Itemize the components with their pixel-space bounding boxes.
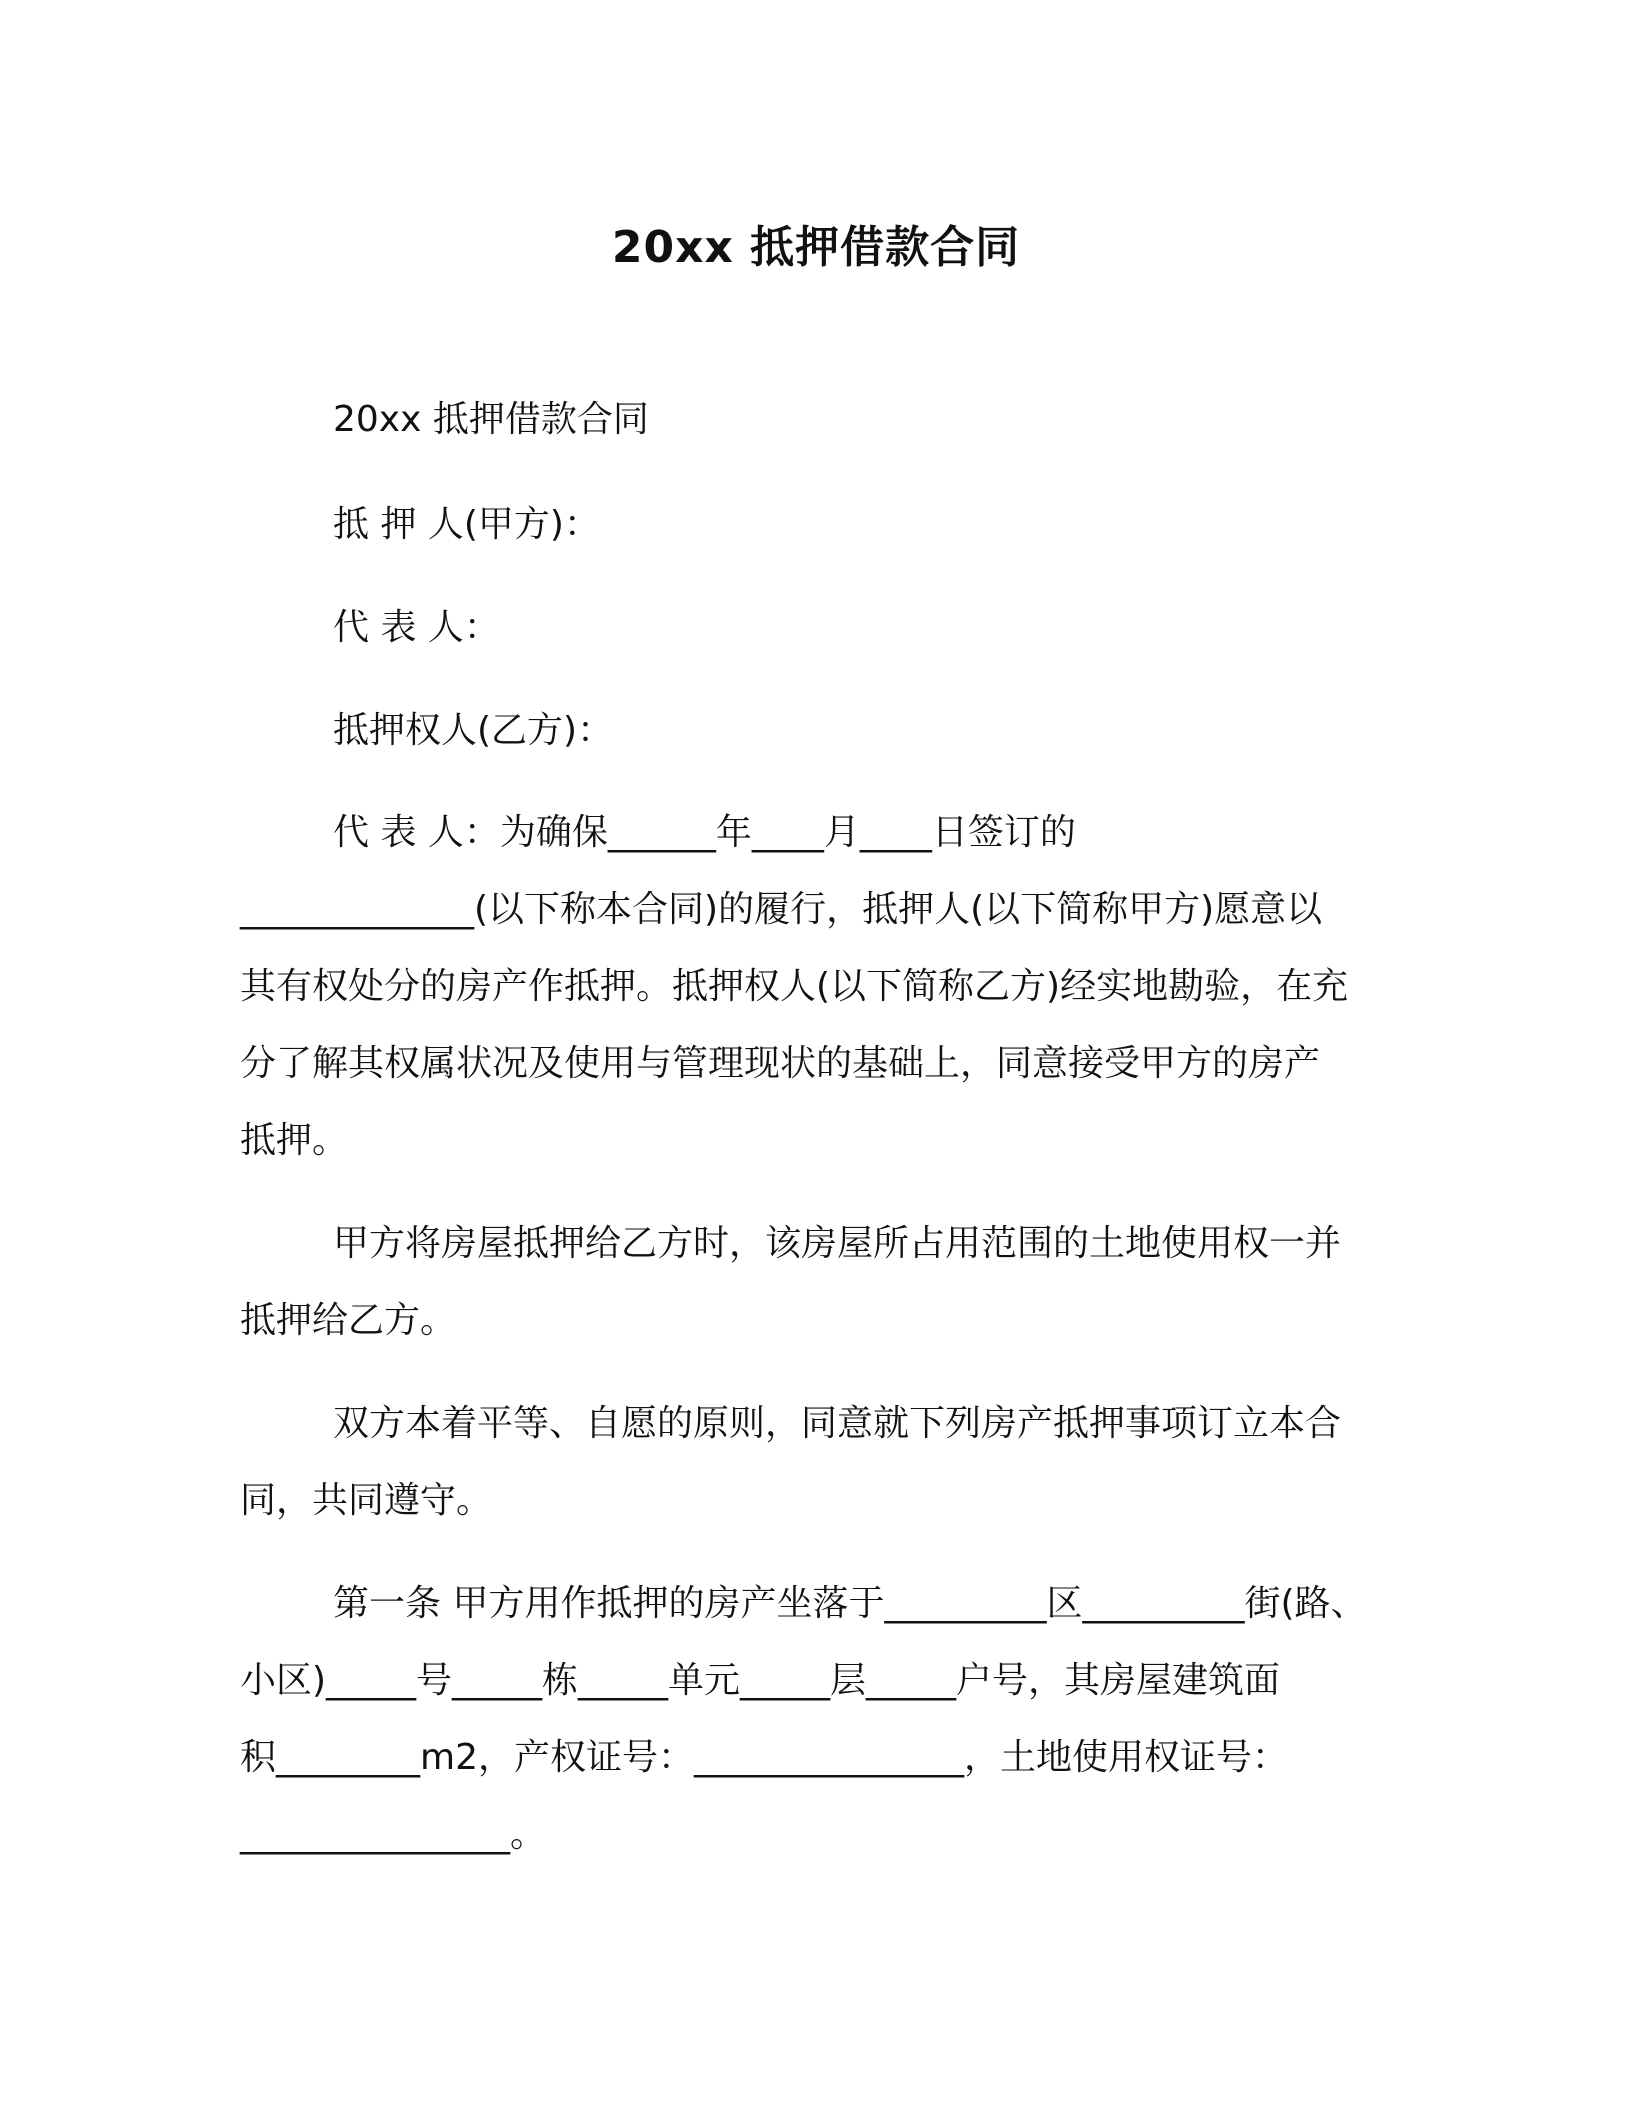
paragraph-3-line-2: 同，共同遵守。 xyxy=(240,1480,493,1521)
paragraph-2-line-2: 抵押给乙方。 xyxy=(240,1300,457,1341)
mortgagee-line: 抵押权人(乙方)： xyxy=(333,710,614,751)
paragraph-1-line-4: 分了解其权属状况及使用与管理现状的基础上，同意接受甲方的房产 xyxy=(240,1043,1321,1084)
paragraph-1-line-5: 抵押。 xyxy=(240,1120,349,1161)
paragraph-1-line-3: 其有权处分的房产作抵押。抵押权人(以下简称乙方)经实地勘验，在充 xyxy=(240,966,1349,1007)
article-1-line-3: 积________m2，产权证号：_______________，土地使用权证号： xyxy=(240,1737,1288,1778)
paragraph-1-line-1: 代 表 人：为确保______年____月____日签订的 xyxy=(333,812,1076,853)
mortgagor-line: 抵 押 人(甲方)： xyxy=(333,504,600,545)
article-1-line-2: 小区)_____号_____栋_____单元_____层_____户号，其房屋建筑面 xyxy=(240,1660,1281,1701)
article-1-line-4: _______________。 xyxy=(240,1814,546,1855)
paragraph-2-line-1: 甲方将房屋抵押给乙方时，该房屋所占用范围的土地使用权一并 xyxy=(333,1223,1342,1264)
paragraph-3-line-1: 双方本着平等、自愿的原则，同意就下列房产抵押事项订立本合 xyxy=(333,1403,1342,1444)
article-1-line-1: 第一条 甲方用作抵押的房产坐落于_________区_________街(路、 xyxy=(333,1583,1367,1624)
subtitle-line: 20xx 抵押借款合同 xyxy=(333,399,649,440)
document-title: 20xx 抵押借款合同 xyxy=(611,222,1021,273)
paragraph-1-line-2: _____________(以下称本合同)的履行，抵押人(以下简称甲方)愿意以 xyxy=(240,889,1323,930)
mortgagor-representative-line: 代 表 人： xyxy=(333,607,500,648)
